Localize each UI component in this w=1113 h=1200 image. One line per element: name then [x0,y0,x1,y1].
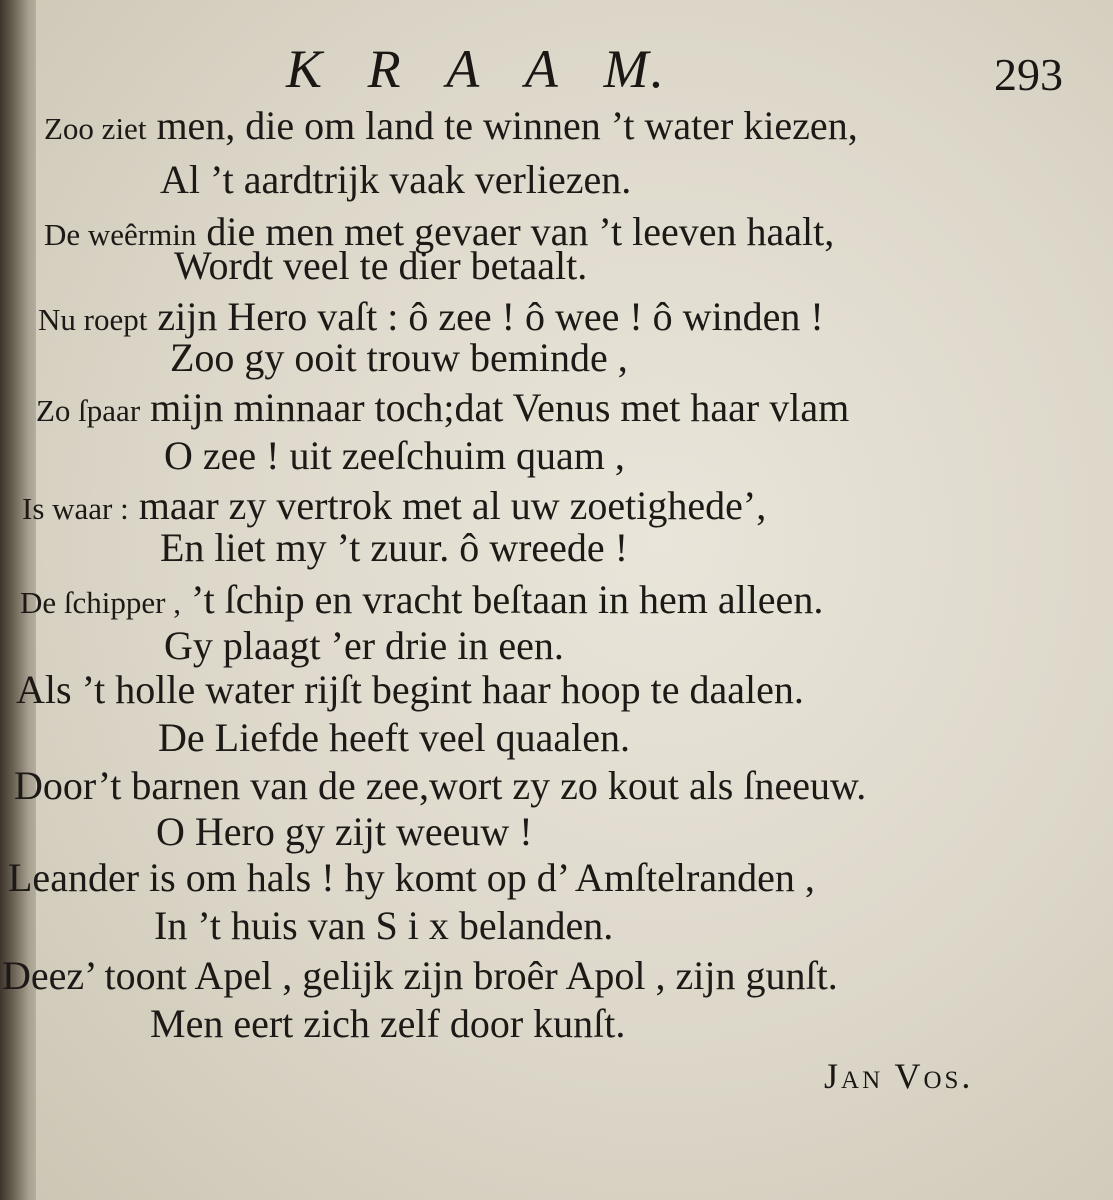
verse-text: Wordt veel te dier betaalt. [174,243,588,288]
verse-line [154,903,614,948]
book-page [2,0,1113,1200]
verse-line [8,855,815,900]
verse-line [22,483,767,528]
verse-text: O zee ! uit zeeſchuim quam , [164,433,625,478]
verse-text: En liet my ’t zuur. ô wreede ! [160,525,629,570]
verse-line [16,667,804,712]
verse-lead: Is waar : [22,491,129,526]
author-signature: Jan Vos. [824,1056,974,1096]
verse-text: Al ’t aardtrijk vaak verliezen. [160,157,632,202]
verse-text: De Liefde heeft veel quaalen. [158,715,630,760]
verse-line [14,763,867,808]
page-number: 293 [994,49,1063,100]
verse-text: Deez’ toont Apel , gelijk zijn broêr Apol , zijn gunſt. [2,953,838,998]
verse-text: mijn minnaar toch;dat Venus met haar vlam [140,385,850,430]
verse-lead: Zo ſpaar [36,393,141,428]
verse-line [174,243,588,288]
verse-lead: Nu roept [38,302,148,337]
verse-line [158,715,630,760]
verse-line [170,335,628,380]
verse-lead: De ſchipper , [20,585,181,620]
verse-line [164,623,564,668]
verse-text: zijn Hero vaſt : ô zee ! ô wee ! ô winden ! [147,294,824,339]
verse-line [164,433,625,478]
verse-text: O Hero gy zijt weeuw ! [156,809,533,854]
verse-text: men, die om land te winnen ’t water kiezen, [146,103,858,148]
verse-line [36,385,850,430]
verse-text: die men met gevaer van ’t leeven haalt, [196,209,835,254]
verse-text: Door’t barnen van de zee,wort zy zo kout als ſneeuw. [14,763,867,808]
verse-line [2,953,838,998]
running-head-letter: M. [603,39,666,99]
running-head-letter: A [446,39,482,99]
running-head-letter: A [524,39,560,99]
running-head [286,38,666,100]
verse-lead: De weêrmin [44,217,197,252]
verse-text: Leander is om hals ! hy komt op d’ Amſtelranden , [8,855,815,900]
verse-text: maar zy vertrok met al uw zoetighede’, [128,483,767,528]
verse-line [156,809,533,854]
verse-text: Zoo gy ooit trouw beminde , [170,335,628,380]
verse-lead: Zoo ziet [44,111,147,146]
verse-text: ’t ſchip en vracht beſtaan in hem alleen. [180,577,824,622]
running-head-letter: K [286,39,325,99]
verse-text: Gy plaagt ’er drie in een. [164,623,564,668]
verse-line [44,103,858,148]
verse-line [160,525,629,570]
verse-line [150,1001,626,1046]
verse-text: Als ’t holle water rijſt begint haar hoop te daalen. [16,667,804,712]
running-head-letter: R [367,39,403,99]
verse-text: Men eert zich zelf door kunſt. [150,1001,626,1046]
verse-text: In ’t huis van S i x belanden. [154,903,614,948]
verse-line [20,577,824,622]
verse-line [38,294,824,339]
verse-line [160,157,632,202]
